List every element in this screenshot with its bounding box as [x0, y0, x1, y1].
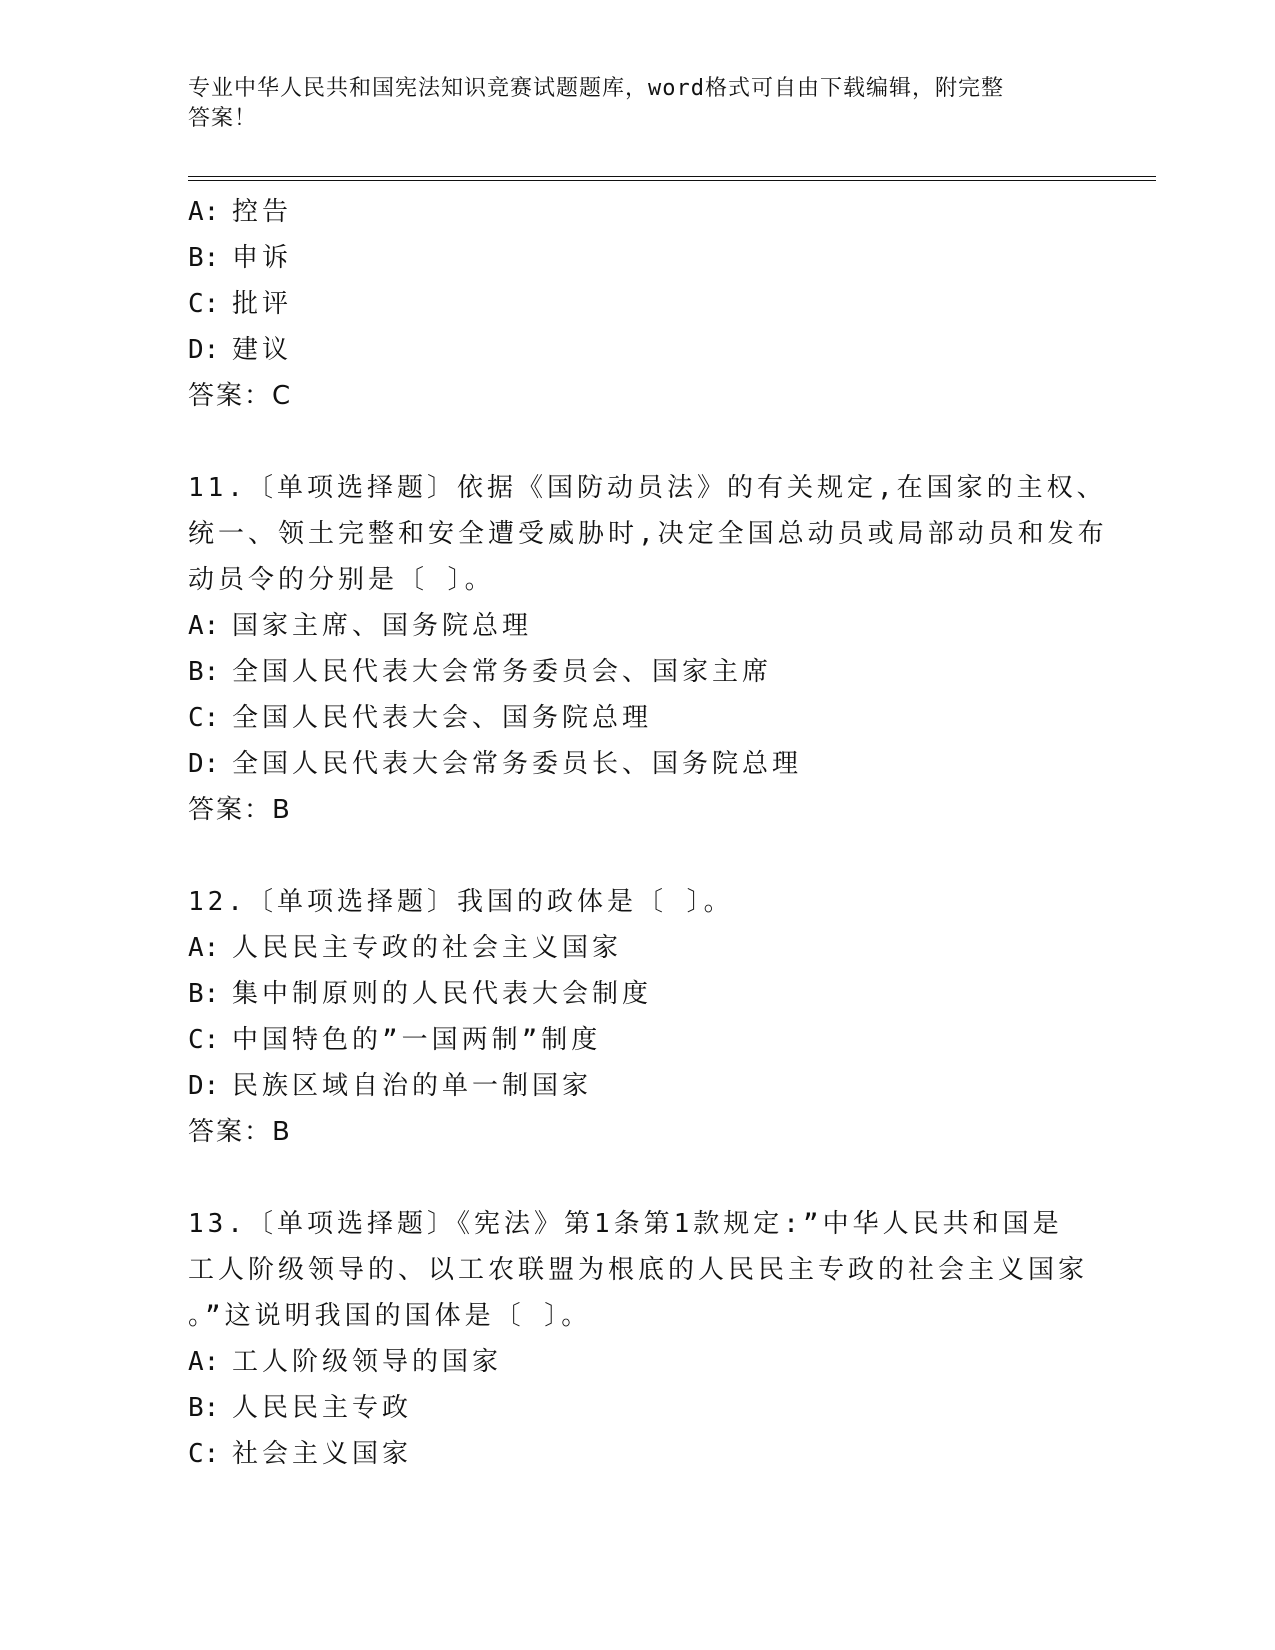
option-letter: A:: [188, 197, 220, 227]
option-text: 申诉: [232, 243, 293, 273]
option-letter: A:: [188, 611, 220, 641]
answer-line: 答案：C: [188, 381, 293, 411]
question-12: [188, 879, 1088, 1155]
question-stem-line: 统一、领土完整和安全遭受威胁时,决定全国总动员或局部动员和发布: [188, 519, 1108, 549]
question-stem-line: 。”这说明我国的国体是〔 〕。: [188, 1301, 592, 1331]
option-letter: A:: [188, 1347, 220, 1377]
option-text: 中国特色的”一国两制”制度: [232, 1025, 602, 1055]
header-double-rule: [188, 176, 1156, 182]
option-text: 工人阶级领导的国家: [232, 1347, 503, 1377]
option-text: 全国人民代表大会常务委员长、国务院总理: [232, 749, 803, 779]
document-header: [188, 74, 1088, 134]
option-a: [188, 603, 1088, 649]
option-text: 控告: [232, 197, 293, 227]
option-text: 批评: [232, 289, 293, 319]
question-stem-line: 13.〔单项选择题〕《宪法》第1条第1款规定:”中华人民共和国是: [188, 1209, 1063, 1239]
header-line-2: 答案！: [188, 106, 258, 131]
question-stem-line: 工人阶级领导的、以工农联盟为根底的人民民主专政的社会主义国家: [188, 1255, 1089, 1285]
option-letter: C:: [188, 703, 220, 733]
option-letter: B:: [188, 979, 220, 1009]
option-letter: C:: [188, 289, 220, 319]
option-text: 建议: [232, 335, 293, 365]
option-letter: B:: [188, 243, 220, 273]
option-d: [188, 327, 1088, 373]
option-letter: C:: [188, 1025, 220, 1055]
option-letter: B:: [188, 657, 220, 687]
option-b: [188, 649, 1088, 695]
spacer: [188, 419, 1088, 465]
option-text: 国家主席、国务院总理: [232, 611, 533, 641]
question-11: [188, 465, 1108, 833]
question-13: [188, 1201, 1088, 1477]
option-text: 全国人民代表大会、国务院总理: [232, 703, 653, 733]
option-text: 集中制原则的人民代表大会制度: [232, 979, 653, 1009]
option-letter: C:: [188, 1439, 220, 1469]
option-letter: D:: [188, 335, 220, 365]
question-10-continued: [188, 189, 1088, 419]
option-a: [188, 925, 1088, 971]
document-body: [188, 189, 1108, 1477]
rule-line-bottom: [188, 180, 1156, 181]
answer-line: 答案：B: [188, 1117, 292, 1147]
question-stem-line: 12.〔单项选择题〕我国的政体是〔 〕。: [188, 887, 734, 917]
option-c: [188, 281, 1088, 327]
option-d: [188, 741, 1088, 787]
option-text: 全国人民代表大会常务委员会、国家主席: [232, 657, 773, 687]
option-text: 民族区域自治的单一制国家: [232, 1071, 593, 1101]
spacer: [188, 833, 1088, 879]
spacer: [188, 1155, 1088, 1201]
option-letter: D:: [188, 749, 220, 779]
question-stem-line: 11.〔单项选择题〕依据《国防动员法》的有关规定,在国家的主权、: [188, 473, 1107, 503]
option-b: [188, 235, 1088, 281]
option-a: [188, 1339, 1088, 1385]
option-c: [188, 695, 1088, 741]
option-text: 人民民主专政的社会主义国家: [232, 933, 623, 963]
option-text: 人民民主专政: [232, 1393, 413, 1423]
option-c: [188, 1431, 1088, 1477]
answer-line: 答案：B: [188, 795, 292, 825]
header-line-1: 专业中华人民共和国宪法知识竞赛试题题库，word格式可自由下载编辑，附完整: [188, 76, 1004, 101]
option-text: 社会主义国家: [232, 1439, 413, 1469]
option-c: [188, 1017, 1088, 1063]
option-a: [188, 189, 1088, 235]
option-b: [188, 1385, 1088, 1431]
option-letter: D:: [188, 1071, 220, 1101]
option-b: [188, 971, 1088, 1017]
option-letter: A:: [188, 933, 220, 963]
option-d: [188, 1063, 1088, 1109]
question-stem-line: 动员令的分别是〔 〕。: [188, 565, 495, 595]
option-letter: B:: [188, 1393, 220, 1423]
rule-line-top: [188, 176, 1156, 177]
